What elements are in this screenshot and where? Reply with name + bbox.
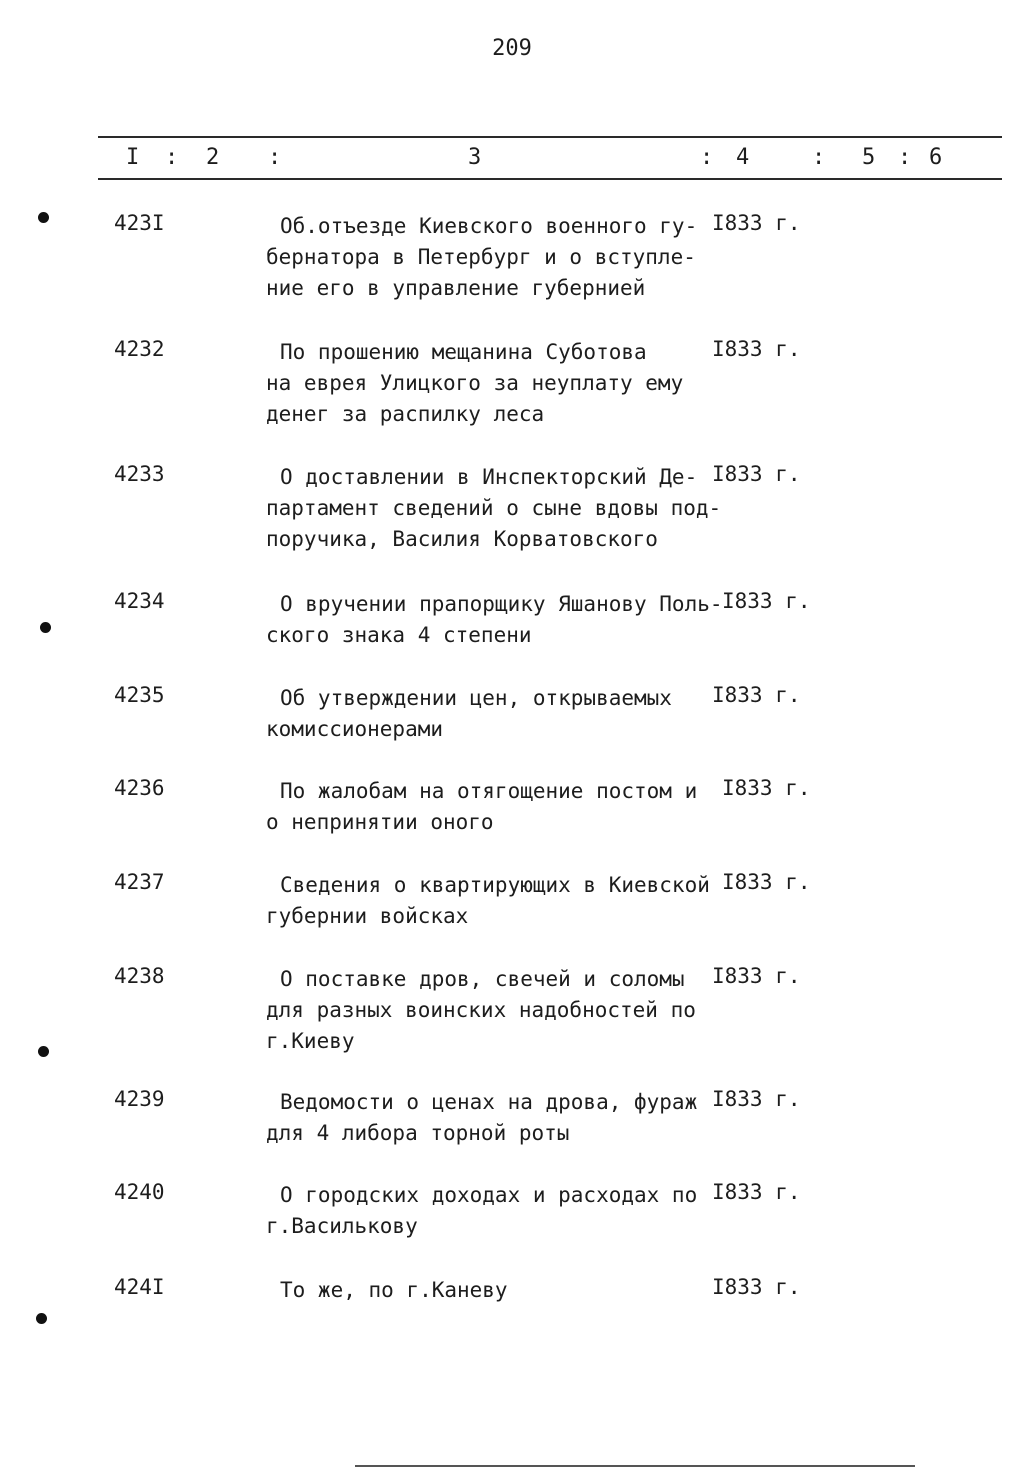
- table-header-rule: [98, 178, 1002, 180]
- column-separator: :: [898, 145, 912, 170]
- entry-number: 4233: [114, 462, 165, 486]
- binding-hole-mark: [40, 622, 51, 633]
- entry-number: 4236: [114, 776, 165, 800]
- table-top-rule: [98, 136, 1002, 138]
- entry-title-line: г.Василькову: [266, 1214, 418, 1238]
- entry-title-line: на еврея Улицкого за неуплату ему: [266, 371, 684, 395]
- column-header-4: 4: [736, 145, 750, 170]
- entry-title-line: Об.отъезде Киевского военного гу-: [280, 214, 698, 238]
- entry-title: [266, 1087, 726, 1149]
- entry-title: [266, 683, 726, 745]
- entry-title-line: Сведения о квартирующих в Киевской: [280, 873, 710, 897]
- column-header-2: 2: [206, 145, 220, 170]
- entry-title-line: бернатора в Петербург и о вступле-: [266, 245, 696, 269]
- entry-title: [266, 462, 726, 555]
- column-header-1: I: [126, 145, 140, 170]
- entry-number: 424I: [114, 1275, 165, 1299]
- entry-title: [266, 964, 726, 1057]
- entry-title-line: То же, по г.Каневу: [280, 1278, 508, 1302]
- entry-title-line: О вручении прапорщику Яшанову Поль-: [280, 592, 723, 616]
- entry-date: I833 г.: [722, 870, 811, 894]
- entry-title-line: комиссионерами: [266, 717, 444, 741]
- entry-title-line: ние его в управление губернией: [266, 276, 646, 300]
- entry-title-line: Об утверждении цен, открываемых: [280, 686, 672, 710]
- entry-title-line: денег за распилку леса: [266, 402, 545, 426]
- entry-title: [266, 870, 726, 932]
- entry-title-line: О городских доходах и расходах по: [280, 1183, 698, 1207]
- entry-title-line: партамент сведений о сыне вдовы под-: [266, 496, 722, 520]
- entry-date: I833 г.: [712, 337, 801, 361]
- binding-hole-mark: [38, 1046, 49, 1057]
- entry-number: 423I: [114, 211, 165, 235]
- entry-number: 4238: [114, 964, 165, 988]
- entry-number: 4239: [114, 1087, 165, 1111]
- entry-number: 4235: [114, 683, 165, 707]
- entry-title: [266, 1275, 726, 1306]
- entry-title-line: губернии войсках: [266, 904, 469, 928]
- entry-date: I833 г.: [722, 776, 811, 800]
- column-separator: :: [700, 145, 714, 170]
- bottom-rule: [355, 1465, 915, 1467]
- column-header-3: 3: [468, 145, 482, 170]
- entry-date: I833 г.: [712, 1087, 801, 1111]
- entry-number: 4237: [114, 870, 165, 894]
- entry-title-line: о непринятии оного: [266, 810, 494, 834]
- entry-date: I833 г.: [712, 1180, 801, 1204]
- entry-date: I833 г.: [712, 964, 801, 988]
- entry-title-line: для 4 либора торной роты: [266, 1121, 570, 1145]
- entry-date: I833 г.: [712, 683, 801, 707]
- entry-date: I833 г.: [722, 589, 811, 613]
- column-separator: :: [268, 145, 282, 170]
- entry-title-line: По прошению мещанина Суботова: [280, 340, 647, 364]
- entry-title-line: поручика, Василия Корватовского: [266, 527, 658, 551]
- entry-title: [266, 337, 726, 430]
- entry-title-line: г.Киеву: [266, 1029, 355, 1053]
- column-separator: :: [165, 145, 179, 170]
- entry-number: 4234: [114, 589, 165, 613]
- entry-number: 4232: [114, 337, 165, 361]
- entry-title-line: О поставке дров, свечей и соломы: [280, 967, 685, 991]
- entry-title-line: О доставлении в Инспекторский Де-: [280, 465, 698, 489]
- column-header-6: 6: [929, 145, 943, 170]
- entry-title: [266, 589, 726, 651]
- entry-title: [266, 1180, 726, 1242]
- entry-date: I833 г.: [712, 462, 801, 486]
- entry-title-line: ского знака 4 степени: [266, 623, 532, 647]
- binding-hole-mark: [38, 212, 49, 223]
- entry-title: [266, 776, 726, 838]
- column-header-5: 5: [862, 145, 876, 170]
- column-separator: :: [812, 145, 826, 170]
- entry-title-line: По жалобам на отягощение постом и: [280, 779, 698, 803]
- entry-date: I833 г.: [712, 1275, 801, 1299]
- binding-hole-mark: [36, 1313, 47, 1324]
- page-number: 209: [492, 36, 532, 61]
- entry-date: I833 г.: [712, 211, 801, 235]
- entry-title-line: для разных воинских надобностей по: [266, 998, 696, 1022]
- entry-title-line: Ведомости о ценах на дрова, фураж: [280, 1090, 698, 1114]
- entry-title: [266, 211, 726, 304]
- entry-number: 4240: [114, 1180, 165, 1204]
